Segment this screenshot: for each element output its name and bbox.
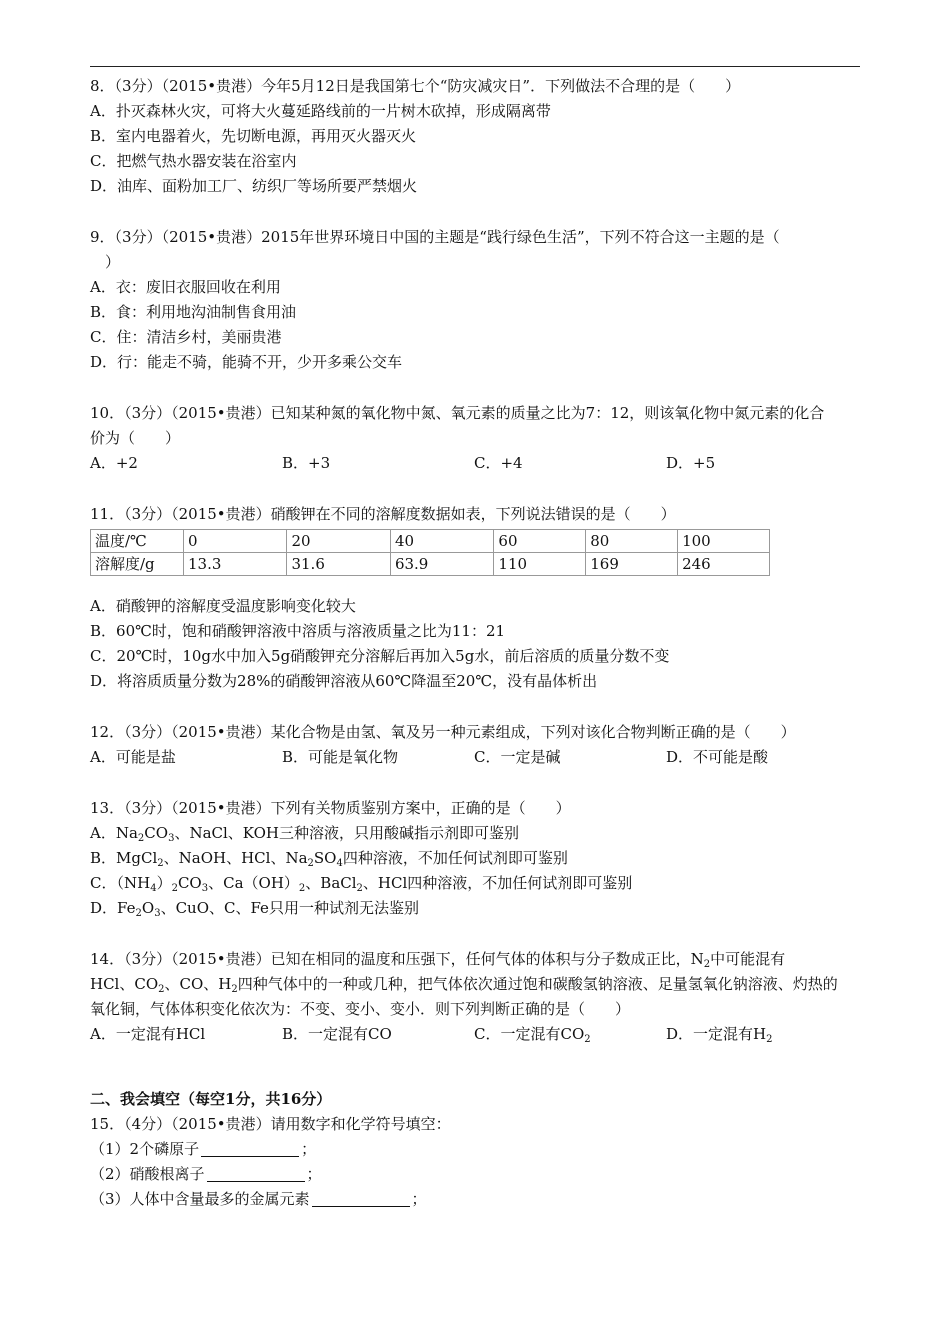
option-d: D．将溶质质量分数为28%的硝酸钾溶液从60℃降温至20℃，没有晶体析出 <box>90 672 598 690</box>
table-cell: 169 <box>586 553 678 576</box>
fill-item-3: （3）人体中含量最多的金属元素 ； <box>90 1190 427 1208</box>
question-stem-cont: 价为（ ） <box>90 429 181 447</box>
section-heading: 二、我会填空（每空1分，共16分） <box>90 1090 332 1108</box>
question-stem: 12．（3分）（2015•贵港）某化合物是由氢、氧及另一种元素组成，下列对该化合物判断正确的是（ ） <box>90 723 796 741</box>
table-cell: 60 <box>494 530 586 553</box>
option-a: A．硝酸钾的溶解度受温度影响变化较大 <box>90 597 356 615</box>
option-d: D．一定混有$H_2$ <box>666 1025 773 1045</box>
option-d: D．不可能是酸 <box>666 748 769 766</box>
solubility-table <box>90 529 770 576</box>
table-cell: 110 <box>494 553 586 576</box>
table-cell: 246 <box>678 553 770 576</box>
table-cell: 100 <box>678 530 770 553</box>
table-cell: 40 <box>390 530 493 553</box>
option-a: A．+2 <box>90 454 138 472</box>
question-stem: 9．（3分）（2015•贵港）2015年世界环境日中国的主题是“践行绿色生活”，下列不符合这一主题的是（ <box>90 228 780 246</box>
question-11 <box>90 502 860 694</box>
question-stem-cont: ） <box>90 253 121 271</box>
question-12 <box>90 720 860 770</box>
table-cell: 0 <box>184 530 287 553</box>
answer-blank[interactable] <box>312 1190 410 1207</box>
option-c: C．+4 <box>474 454 523 472</box>
table-cell: 63.9 <box>390 553 493 576</box>
question-stem-cont: 氧化铜，气体体积变化依次为：不变、变小、变小．则下列判断正确的是（ ） <box>90 1000 631 1018</box>
fill-item-2: （2）硝酸根离子 ； <box>90 1165 322 1183</box>
answer-blank[interactable] <box>207 1165 305 1182</box>
question-14 <box>90 947 860 1047</box>
exam-page <box>90 74 860 1212</box>
question-stem: 8．（3分）（2015•贵港）今年5月12日是我国第七个“防灾减灾日”．下列做法不合理的是（ ） <box>90 77 741 95</box>
table-cell: 80 <box>586 530 678 553</box>
table-row <box>91 553 770 576</box>
table-header-cell: 温度/℃ <box>91 530 184 553</box>
question-stem: 15．（4分）（2015•贵港）请用数字和化学符号填空： <box>90 1115 451 1133</box>
question-15 <box>90 1112 860 1212</box>
option-d: D．油库、面粉加工厂、纺织厂等场所要严禁烟火 <box>90 177 418 195</box>
table-row <box>91 530 770 553</box>
option-a: A．可能是盐 <box>90 748 176 766</box>
options-row <box>90 451 860 476</box>
table-cell: 31.6 <box>287 553 390 576</box>
option-b: B．MgCl$_2$、NaOH、HCl、$Na_2SO_4$四种溶液，不加任何试剂即可鉴别 <box>90 849 568 869</box>
option-c: C．$(NH_4)_2CO_3$、$Ca(OH)_2$、BaCl$_2$、HCl四种溶液，不加任何试剂即可鉴别 <box>90 874 633 894</box>
fill-item-1: （1）2个磷原子 ； <box>90 1140 317 1158</box>
options-row <box>90 1022 860 1047</box>
option-c: C．住：清洁乡村，美丽贵港 <box>90 328 282 346</box>
option-c: C．一定是碱 <box>474 748 561 766</box>
option-c: C．一定混有$CO_2$ <box>474 1025 591 1045</box>
question-stem: 14．（3分）（2015•贵港）已知在相同的温度和压强下，任何气体的体积与分子数成正比，$N_2$中可能混有 <box>90 950 786 970</box>
option-b: B．可能是氧化物 <box>282 748 399 766</box>
question-stem: 11．（3分）（2015•贵港）硝酸钾在不同的溶解度数据如表，下列说法错误的是（ ） <box>90 505 676 523</box>
option-b: B．60℃时，饱和硝酸钾溶液中溶质与溶液质量之比为11：21 <box>90 622 506 640</box>
question-9 <box>90 225 860 375</box>
answer-blank[interactable] <box>201 1140 299 1157</box>
header-rule <box>90 66 860 67</box>
question-stem-cont: HCl、$CO_2$、CO、$H_2$四种气体中的一种或几种，把气体依次通过饱和碳酸氢钠溶液、足量氢氧化钠溶液、灼热的 <box>90 975 838 995</box>
question-13 <box>90 796 860 921</box>
option-c: C．20℃时，10g水中加入5g硝酸钾充分溶解后再加入5g水，前后溶质的质量分数不变 <box>90 647 670 665</box>
option-b: B．室内电器着火，先切断电源，再用灭火器灭火 <box>90 127 417 145</box>
question-8 <box>90 74 860 199</box>
option-d: D．行：能走不骑，能骑不开，少开多乘公交车 <box>90 353 403 371</box>
options-row <box>90 745 860 770</box>
option-a: A．扑灭森林火灾，可将大火蔓延路线前的一片树木砍掉，形成隔离带 <box>90 102 551 120</box>
option-a: A．衣：废旧衣服回收在利用 <box>90 278 281 296</box>
option-c: C．把燃气热水器安装在浴室内 <box>90 152 297 170</box>
table-cell: 13.3 <box>184 553 287 576</box>
question-stem: 10．（3分）（2015•贵港）已知某种氮的氧化物中氮、氧元素的质量之比为7：12，则该氧化物中氮元素的化合 <box>90 404 825 422</box>
option-d: D．$Fe_2O_3$、CuO、C、Fe只用一种试剂无法鉴别 <box>90 899 419 919</box>
question-stem: 13．（3分）（2015•贵港）下列有关物质鉴别方案中，正确的是（ ） <box>90 799 571 817</box>
table-cell: 20 <box>287 530 390 553</box>
option-a: A．一定混有HCl <box>90 1025 206 1043</box>
table-header-cell: 溶解度/g <box>91 553 184 576</box>
option-b: B．一定混有CO <box>282 1025 392 1043</box>
option-d: D．+5 <box>666 454 716 472</box>
option-b: B．食：利用地沟油制售食用油 <box>90 303 297 321</box>
question-10 <box>90 401 860 476</box>
option-b: B．+3 <box>282 454 331 472</box>
option-a: A．$Na_2CO_3$、NaCl、KOH三种溶液，只用酸碱指示剂即可鉴别 <box>90 824 519 844</box>
